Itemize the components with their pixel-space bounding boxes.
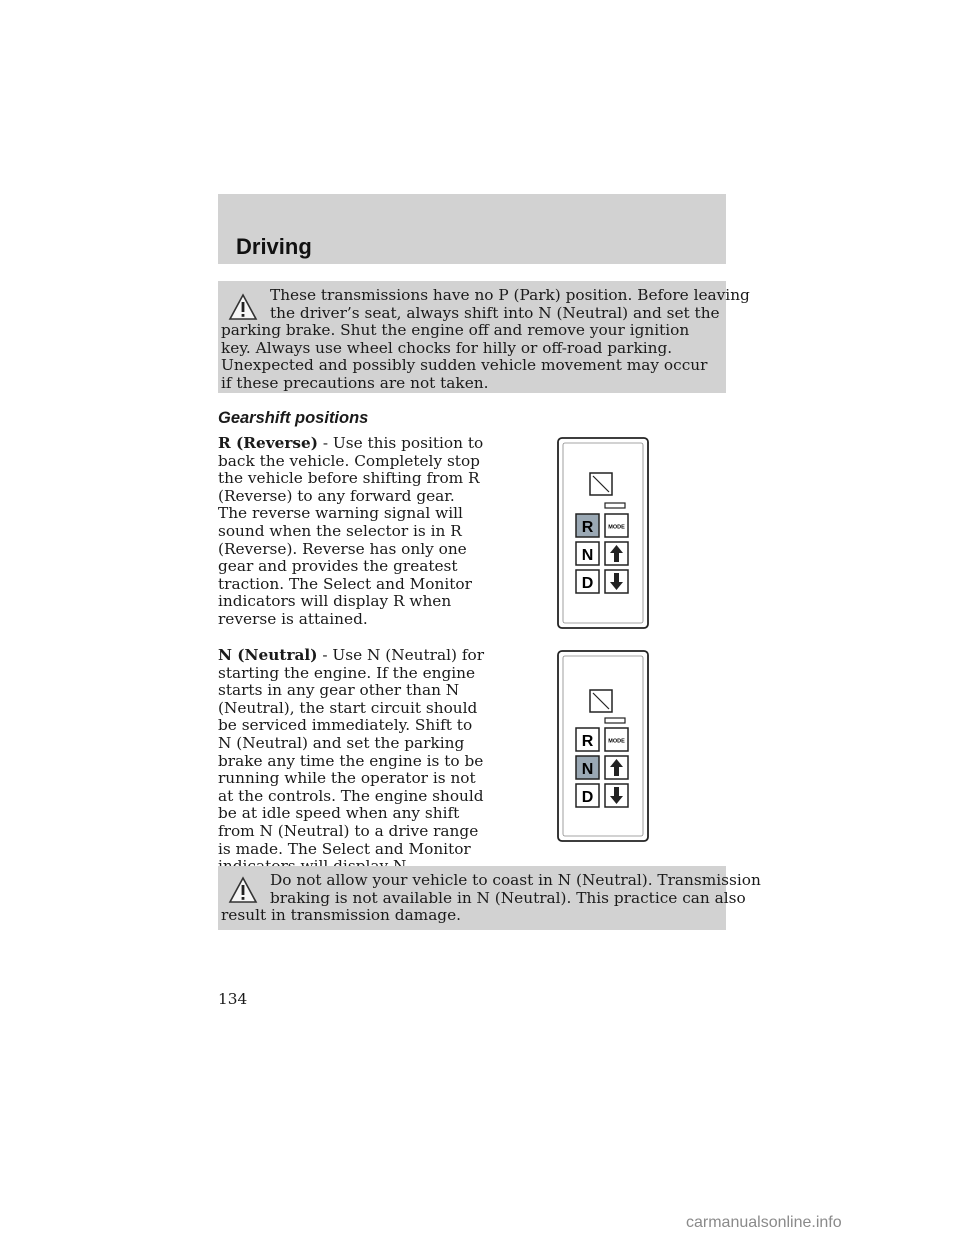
indicator-bar [605, 503, 625, 508]
d-label: D [581, 789, 594, 806]
gear-selector-diagram-reverse [555, 435, 651, 631]
warning-triangle-icon [228, 876, 258, 904]
warning-line-1: These transmissions have no P (Park) position. Before leaving [270, 286, 750, 304]
d-label: D [581, 575, 594, 592]
gear-selector-diagram-neutral [555, 648, 651, 844]
n-label: N [581, 547, 594, 564]
r-label: R [581, 733, 594, 750]
reverse-description: - Use this position to back the vehicle. Completely stop the vehicle before shifting from R (Reverse) to any forward gear. The reverse warning signal will sound when the selector is in R (Reverse). Reverse has only one gear and provides the greatest traction. The Select and Monitor indicators will display R when reverse is attained. [218, 434, 484, 628]
mode-label: MODE [608, 524, 625, 531]
warning-body: result in transmission damage. [221, 906, 462, 925]
warning-triangle-icon [228, 293, 258, 321]
indicator-bar [605, 718, 625, 723]
neutral-paragraph [218, 647, 488, 876]
mode-label: MODE [608, 738, 625, 745]
section-title: Driving [236, 234, 312, 259]
reverse-paragraph [218, 435, 488, 629]
warning-box-bottom [218, 866, 761, 930]
warning-line-2: the driver’s seat, always shift into N (Neutral) and set the [270, 303, 720, 322]
warning-line-1: Do not allow your vehicle to coast in N (Neutral). Transmission [270, 871, 761, 889]
watermark: carmanualsonline.info [686, 1214, 842, 1231]
reverse-term: R (Reverse) [218, 434, 318, 452]
gearshift-positions-heading: Gearshift positions [218, 409, 369, 427]
warning-body: parking brake. Shut the engine off and remove your ignition key. Always use wheel chocks for hilly or off-road parking. Unexpected and possibly sudden vehicle movement may occur if these precautions are not taken. [221, 321, 708, 392]
neutral-description: - Use N (Neutral) for starting the engine. If the engine starts in any gear other than N (Neutral), the start circuit should be serviced immediately. Shift to N (Neutral) and set the parking brake any time the engine is to be running while the operator is not at the controls. The engine should be at idle speed when any shift from N (Neutral) to a drive range is made. The Select and Monitor [218, 646, 485, 858]
n-label: N [581, 761, 594, 778]
r-label: R [581, 519, 594, 536]
warning-box-top [218, 281, 750, 393]
warning-line-2: braking is not available in N (Neutral). This practice can also [270, 888, 746, 907]
page-number: 134 [218, 990, 248, 1008]
neutral-term: N (Neutral) [218, 646, 318, 664]
